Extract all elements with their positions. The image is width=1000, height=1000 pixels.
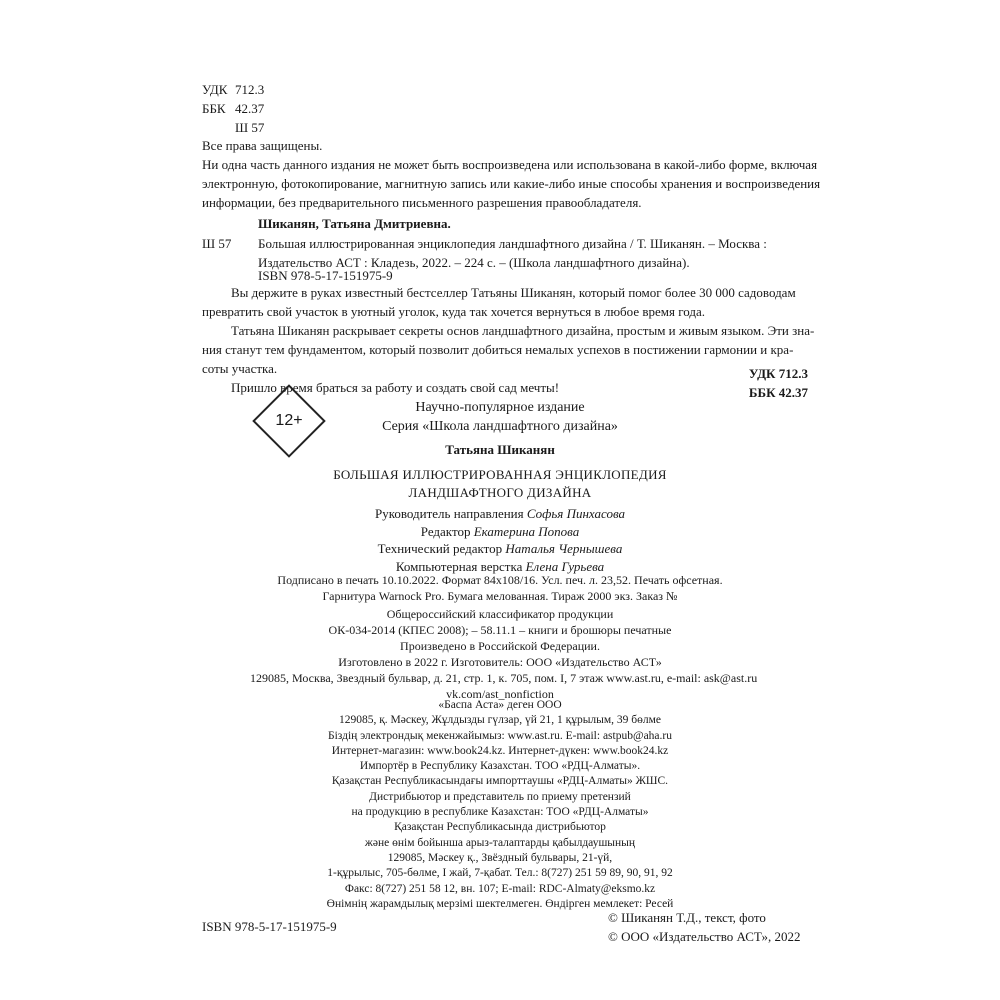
credits [300, 505, 700, 575]
copyright: © Шиканян Т.Д., текст, фото © ООО «Издательство АСТ», 2022 [608, 910, 801, 944]
author-sign: Ш 57 [235, 120, 265, 135]
book-author: Татьяна Шиканян [445, 442, 555, 457]
credit-line: Компьютерная верстка Елена Гурьева [395, 558, 605, 574]
catalog-code: Ш 57 [202, 236, 232, 251]
isbn-top: ISBN 978-5-17-151975-9 [258, 268, 393, 283]
isbn-bottom: ISBN 978-5-17-151975-9 [202, 919, 337, 934]
edition-block: Научно-популярное издание Серия «Школа ландшафтного дизайна» [382, 400, 618, 434]
udk-bbk-right: УДК 712.3 ББК 42.37 [748, 366, 808, 400]
credit-line: Редактор Екатерина Попова [420, 523, 580, 539]
author-heading: Шиканян, Татьяна Дмитриевна. [258, 216, 451, 231]
age-rating: 12+ [275, 412, 303, 429]
classifier: Общероссийский классификатор продукции ОК-034-2014 (КПЕС 2008); – 58.11.1 – книги и брошюры печатные [328, 607, 672, 637]
credit-line: Технический редактор Наталья Чернышева [377, 541, 623, 556]
classification-codes [202, 80, 264, 137]
kazakhstan-info: «Баспа Аста» деген ООО 129085, қ. Мәскеу, Жұлдызды гүлзар, үй 21, 1 құрылым, 39 бөлме Біздің электрондық мекенжайымыз: www.ast.ru. E-mail: astpub@aha.ru Интернет-магазин: www.book24.kz. Интернет-дүкен: www.book24.kz Импортёр в Республику Казахстан. ТОО «РДЦ-Алматы». Қазақстан Республикасындағы импорттаушы «РДЦ-Алматы» ЖШС. Дистрибьютор и представитель по приему претензий на продукцию в республике Казахстан: ТОО «РДЦ-Алматы» Қазақстан Республикасында дистрибьютор және өнім бойынша арыз-талаптарды қабылдаушының 129085, Мәскеу қ., Звёздный бульвары, 21-үй, 1-құрылыс, 705-бөлме, I жай, 7-қабат. Тел.: 8(727) 251 59 89, 90, 91, 92 Факс: 8(727) 251 58 12, вн. 107; E-mail: RDC-Almaty@eksmo.kz Өнімнің жарамдылық мерзімі шектелмеген. Өндірген мемлекет: Ресей [326, 699, 674, 910]
bbk-code: ББК 42.37 [202, 101, 265, 116]
credit-line: Руководитель направления Софья Пинхасова [374, 506, 626, 521]
udk-code: УДК 712.3 [202, 82, 265, 97]
print-info: Подписано в печать 10.10.2022. Формат 84x108/16. Усл. печ. л. 23,52. Печать офсетная. Гарнитура Warnock Pro. Бумага мелованная. Тираж 2000 экз. Заказ № [277, 573, 723, 603]
annotation: Вы держите в руках известный бестселлер Татьяны Шиканян, который помог более 30 000 садоводам превратить свой участок в уютный уголок, куда так хочется вернуться в любое время года. Татьяна Шиканян раскрывает секреты основ ландшафтного дизайна, простым и живым языком. Эти зна- ния станут тем фундаментом, который позволит добиться немалых успехов в постижении гармонии и кра- соты участка. Пришло время браться за работу и создать свой сад мечты! [202, 285, 815, 395]
rights-notice: Все права защищены. Ни одна часть данного издания не может быть воспроизведена или использована в какой-либо форме, включая электронную, фотокопирование, магнитную запись или какие-либо иные способы хранения и воспроизведения информации, без предварительного письменного разрешения правообладателя. [202, 138, 821, 210]
catalog-description: Большая иллюстрированная энциклопедия ландшафтного дизайна / Т. Шиканян. – Москва : Издательство АСТ : Кладезь, 2022. – 224 с. – (Школа ландшафтного дизайна). [258, 236, 767, 270]
book-title: БОЛЬШАЯ ИЛЛЮСТРИРОВАННАЯ ЭНЦИКЛОПЕДИЯ ЛАНДШАФТНОГО ДИЗАЙНА [333, 467, 667, 500]
manufacturer-info: Произведено в Российской Федерации. Изготовлено в 2022 г. Изготовитель: ООО «Издательство АСТ» 129085, Москва, Звездный бульвар, д. 21, стр. 1, к. 705, пом. I, 7 этаж www.ast.ru, e-mail: ask@ast.ru vk.com/ast_nonfiction [250, 639, 758, 701]
